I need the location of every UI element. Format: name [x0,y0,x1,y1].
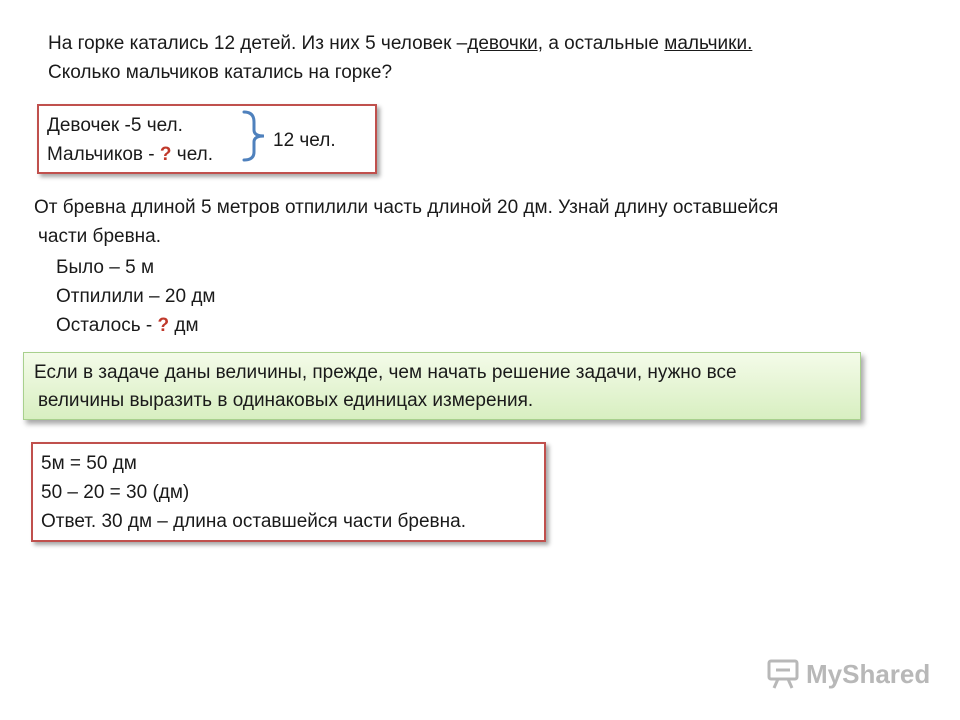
rule-line2: величины выразить в одинаковых единицах измерения. [38,390,534,411]
boys-suffix: чел. [171,144,213,165]
question-mark: ? [157,315,170,336]
problem1-line2: Сколько мальчиков катались на горке? [48,62,393,83]
problem2-line1: От бревна длиной 5 метров отпилили часть длиной 20 дм. Узнай длину оставшейся [34,197,779,218]
log-left [56,312,199,339]
solution-line2: 50 – 20 = 30 (дм) [41,482,190,503]
presentation-board-icon [766,657,800,691]
answer-line: Ответ. 30 дм – длина оставшейся части бревна. [41,511,466,532]
log-was: Было – 5 м [56,257,155,278]
rule-line1: Если в задаче даны величины, прежде, чем начать решение задачи, нужно все [34,362,737,383]
girls-count: Девочек -5 чел. [47,115,183,136]
myshared-watermark [766,656,930,692]
boys-prefix: Мальчиков - [47,144,160,165]
problem1-text-a: На горке катались 12 детей. Из них 5 человек – [48,33,468,54]
problem2-line2: части бревна. [38,226,162,247]
total-children: 12 чел. [273,130,336,151]
girls-word: девочки, [467,33,544,54]
left-prefix: Осталось - [56,315,158,336]
question-mark: ? [159,144,172,165]
problem1-line1 [48,30,752,57]
boys-count [47,141,213,168]
problem1-text-b: а остальные [543,33,665,54]
solution-line1: 5м = 50 дм [41,453,137,474]
brace-icon [240,108,270,164]
log-cut: Отпилили – 20 дм [56,286,216,307]
boys-word: мальчики. [664,33,753,54]
left-suffix: дм [169,315,199,336]
watermark-text: MyShared [806,658,931,689]
